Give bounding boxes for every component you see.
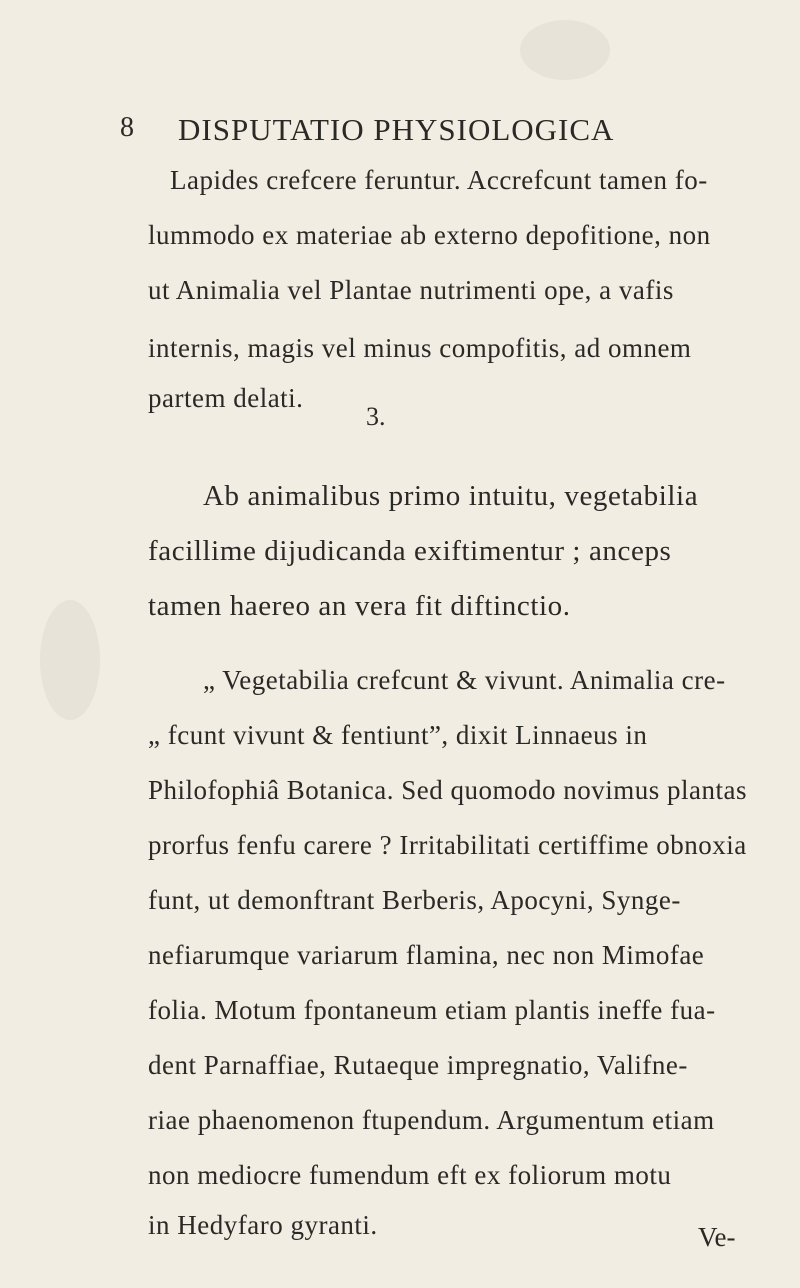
page-number: 8 bbox=[120, 112, 135, 143]
text-line: „ fcunt vivunt & fentiunt”, dixit Linnaeus in bbox=[148, 720, 648, 750]
text-line: non mediocre fumendum eft ex foliorum motu bbox=[148, 1160, 672, 1190]
text-line: „ Vegetabilia crefcunt & vivunt. Animalia cre- bbox=[203, 665, 726, 695]
paper-stain bbox=[40, 600, 100, 720]
text-line: tamen haereo an vera fit diftinctio. bbox=[148, 590, 571, 622]
section-number: 3. bbox=[366, 402, 386, 431]
paper-stain bbox=[520, 20, 610, 80]
text-line: dent Parnaffiae, Rutaeque impregnatio, Valifne- bbox=[148, 1050, 688, 1080]
text-line: in Hedyfaro gyranti. bbox=[148, 1210, 378, 1240]
text-line: folia. Motum fpontaneum etiam plantis ineffe fua- bbox=[148, 995, 716, 1025]
text-line: prorfus fenfu carere ? Irritabilitati certiffime obnoxia bbox=[148, 830, 747, 860]
catchword: Ve- bbox=[698, 1222, 736, 1252]
text-line: funt, ut demonftrant Berberis, Apocyni, Synge- bbox=[148, 885, 681, 915]
text-line: internis, magis vel minus compofitis, ad omnem bbox=[148, 333, 692, 363]
text-line: lummodo ex materiae ab externo depofitione, non bbox=[148, 220, 711, 250]
text-line: Philofophiâ Botanica. Sed quomodo novimus plantas bbox=[148, 775, 747, 805]
text-line: facillime dijudicanda exiftimentur ; anceps bbox=[148, 535, 672, 567]
text-line: partem delati. bbox=[148, 383, 304, 413]
text-line: riae phaenomenon ftupendum. Argumentum etiam bbox=[148, 1105, 715, 1135]
text-line: Lapides crefcere feruntur. Accrefcunt tamen fo- bbox=[170, 165, 708, 195]
page-title: DISPUTATIO PHYSIOLOGICA bbox=[178, 112, 615, 147]
text-line: Ab animalibus primo intuitu, vegetabilia bbox=[203, 480, 699, 512]
text-line: ut Animalia vel Plantae nutrimenti ope, a vafis bbox=[148, 275, 674, 305]
text-line: nefiarumque variarum flamina, nec non Mimofae bbox=[148, 940, 705, 970]
